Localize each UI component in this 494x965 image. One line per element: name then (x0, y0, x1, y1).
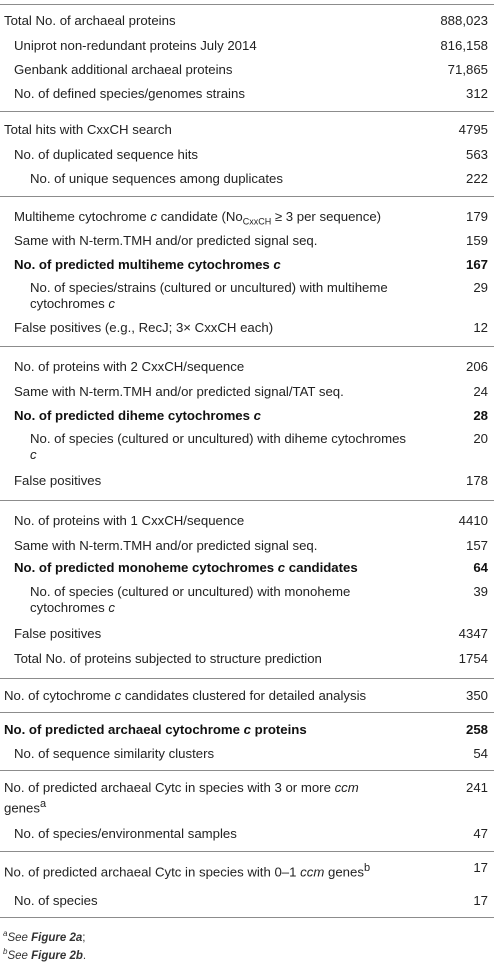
row-label: No. of predicted archaeal Cytc in species with 0–1 ccm genes$^b$ (4, 862, 371, 880)
row-value: 17 (473, 893, 488, 908)
row-label: No. of predicted archaeal Cytc in species with 3 or more ccm genes$^a$ (4, 780, 359, 816)
row-label: No. of predicted diheme cytochromes c (14, 408, 261, 423)
row-label: No. of species/strains (cultured or uncultured) with multiheme cytochromes c (30, 280, 388, 311)
row-value: 816,158 (440, 38, 488, 53)
row-value: 312 (465, 86, 488, 101)
row-value: 17 (473, 860, 488, 875)
row-label: No. of duplicated sequence hits (14, 147, 199, 162)
row-value: 159 (465, 233, 488, 248)
row-value: 350 (465, 688, 488, 703)
row-label: Same with N-term.TMH and/or predicted signal seq. (14, 538, 318, 553)
row-value: 178 (465, 473, 488, 488)
row-label: False positives (14, 473, 102, 488)
row-value: 167 (465, 257, 488, 272)
row-value: 241 (465, 780, 488, 795)
rule (0, 712, 494, 713)
row-label: No. of predicted archaeal cytochrome c proteins (4, 722, 307, 737)
row-value: 888,023 (440, 13, 488, 28)
row-label: No. of cytochrome c candidates clustered for detailed analysis (4, 688, 367, 703)
row-label: Uniprot non-redundant proteins July 2014 (14, 38, 257, 53)
row-label: No. of species (cultured or uncultured) with diheme cytochromes c (30, 431, 407, 462)
row-label: No. of species (14, 893, 98, 908)
row-value: 179 (465, 209, 488, 224)
footnote: $^b$See Figure 2b. (3, 947, 87, 962)
rule (0, 346, 494, 347)
row-value: 4795 (458, 122, 488, 137)
row-label: Multiheme cytochrome c candidate ($No_{CxxCH} \ge 3$ per sequence) (14, 209, 382, 227)
row-label: No. of species/environmental samples (14, 826, 237, 841)
row-value: 4347 (458, 626, 488, 641)
row-value: 39 (473, 584, 488, 599)
row-value: 24 (473, 384, 488, 399)
rule (0, 500, 494, 501)
row-value: 258 (465, 722, 488, 737)
row-label: No. of sequence similarity clusters (14, 746, 215, 761)
row-label: False positives (14, 626, 102, 641)
rule (0, 851, 494, 852)
row-value: 71,865 (447, 62, 488, 77)
row-label: Total No. of proteins subjected to structure prediction (14, 651, 322, 666)
footnote: $^a$See Figure 2a; (3, 929, 86, 944)
row-label: No. of proteins with 2 CxxCH/sequence (14, 359, 245, 374)
row-label: No. of proteins with 1 CxxCH/sequence (14, 513, 245, 528)
rule (0, 678, 494, 679)
row-value: 20 (473, 431, 488, 446)
row-value: 157 (465, 538, 488, 553)
rule (0, 111, 494, 112)
row-label: No. of unique sequences among duplicates (30, 171, 283, 186)
row-value: 54 (473, 746, 488, 761)
row-label: False positives (e.g., RecJ; 3× CxxCH each) (14, 320, 274, 335)
row-label: Total hits with CxxCH search (4, 122, 172, 137)
row-value: 206 (465, 359, 488, 374)
row-label: No. of species (cultured or uncultured) with monoheme cytochromes c (30, 584, 351, 615)
row-value: 222 (465, 171, 488, 186)
rule (0, 196, 494, 197)
row-value: 1754 (458, 651, 488, 666)
row-label: No. of predicted monoheme cytochromes c candidates (14, 560, 358, 575)
row-label: Same with N-term.TMH and/or predicted signal/TAT seq. (14, 384, 344, 399)
row-label: Same with N-term.TMH and/or predicted signal seq. (14, 233, 318, 248)
row-value: 47 (473, 826, 488, 841)
rule-bottom (0, 917, 494, 918)
rule-top (0, 4, 494, 5)
rule (0, 770, 494, 771)
row-label: Genbank additional archaeal proteins (14, 62, 233, 77)
row-label: No. of defined species/genomes strains (14, 86, 245, 101)
row-value: 29 (473, 280, 488, 295)
row-label: Total No. of archaeal proteins (4, 13, 176, 28)
row-value: 563 (465, 147, 488, 162)
row-value: 4410 (458, 513, 488, 528)
row-value: 28 (473, 408, 488, 423)
row-label: No. of predicted multiheme cytochromes c (14, 257, 281, 272)
row-value: 64 (473, 560, 488, 575)
row-value: 12 (473, 320, 488, 335)
